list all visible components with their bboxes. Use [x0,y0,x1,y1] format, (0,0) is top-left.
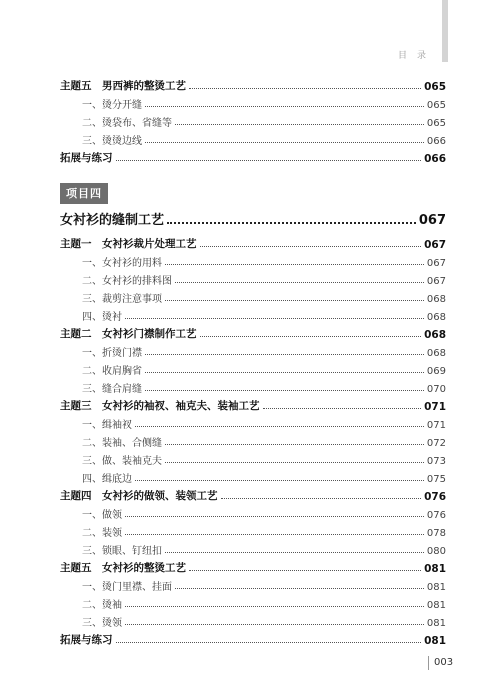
dot-leader [200,246,422,247]
toc-entry-label: 二、收肩胸省 [82,366,142,377]
dot-leader [125,606,424,607]
toc-sub-row[interactable] [82,254,446,269]
dot-leader [116,642,422,643]
dot-leader [175,124,424,125]
toc-theme-row[interactable] [60,78,446,93]
toc-entry-label: 四、烫衬 [82,312,122,323]
toc-page-number: 072 [426,438,446,449]
dot-leader [125,624,424,625]
toc-theme-row[interactable] [60,398,446,413]
toc-page-number: 076 [426,510,446,521]
toc-entry-label: 主题五 女衬衫的整烫工艺 [60,562,186,574]
toc-entry-label: 拓展与练习 [60,634,113,646]
footer-divider [428,656,429,670]
toc-page-number: 080 [426,546,446,557]
toc-entry-label: 一、女衬衫的用料 [82,258,162,269]
toc-entry-label: 一、烫分开缝 [82,100,142,111]
toc-sub-row[interactable] [82,416,446,431]
toc-page-number: 081 [426,618,446,629]
toc-page-number: 069 [426,366,446,377]
toc-page-number: 065 [424,81,446,93]
toc-entry-label: 二、装袖、合侧缝 [82,438,162,449]
toc-entry-label: 主题五 男西裤的整烫工艺 [60,80,186,92]
toc-entry-label: 一、做领 [82,510,122,521]
toc-entry-label: 三、裁剪注意事项 [82,294,162,305]
dot-leader [189,88,421,89]
toc-sub-row[interactable] [82,578,446,593]
toc-page-number: 067 [426,276,446,287]
dot-leader [167,222,416,224]
toc-entry-label: 主题四 女衬衫的做领、装领工艺 [60,490,218,502]
dot-leader [189,570,421,571]
toc-page-number: 067 [418,213,446,228]
dot-leader [145,106,424,107]
toc-sub-row[interactable] [82,614,446,629]
dot-leader [125,516,424,517]
toc-entry-label: 拓展与练习 [60,152,113,164]
toc-page-number: 068 [424,329,446,341]
dot-leader [135,480,424,481]
toc-entry-label: 四、缉底边 [82,474,132,485]
dot-leader [145,354,424,355]
toc-sub-row[interactable] [82,452,446,467]
dot-leader [165,444,424,445]
corner-decoration-bar [442,0,448,62]
toc-chapter-row[interactable] [60,209,446,228]
dot-leader [145,142,424,143]
toc-entry-label: 三、做、装袖克夫 [82,456,162,467]
dot-leader [116,160,422,161]
toc-sub-row[interactable] [82,542,446,557]
toc-page-number: 067 [426,258,446,269]
toc-entry-label: 主题一 女衬衫裁片处理工艺 [60,238,197,250]
toc-entry-label: 二、装领 [82,528,122,539]
toc-sub-row[interactable] [82,434,446,449]
toc-page-number: 073 [426,456,446,467]
toc-chapter-label: 女衬衫的缝制工艺 [60,213,165,228]
toc-theme-row[interactable] [60,488,446,503]
toc-page-number: 071 [424,401,446,413]
toc-page-number: 070 [426,384,446,395]
toc-sub-row[interactable] [82,380,446,395]
toc-sub-row[interactable] [82,132,446,147]
toc-entry-label: 二、烫袖 [82,600,122,611]
toc-theme-row[interactable] [60,236,446,251]
dot-leader [125,534,424,535]
toc-page-number: 081 [424,563,446,575]
dot-leader [263,408,422,409]
running-head-title: 目录 [397,51,436,61]
toc-sub-row[interactable] [82,524,446,539]
toc-page-number: 068 [426,312,446,323]
dot-leader [165,264,424,265]
dot-leader [165,552,424,553]
toc-entry-label: 一、折烫门襟 [82,348,142,359]
toc-theme-row[interactable] [60,560,446,575]
toc-sub-row[interactable] [82,596,446,611]
toc-entry-label: 二、女衬衫的排料图 [82,276,172,287]
toc-entry-label: 三、锁眼、钉纽扣 [82,546,162,557]
toc-theme-row[interactable] [60,326,446,341]
dot-leader [221,498,422,499]
dot-leader [145,372,424,373]
toc-sub-row[interactable] [82,344,446,359]
toc-page-number: 071 [426,420,446,431]
toc-sub-row[interactable] [82,470,446,485]
dot-leader [125,318,424,319]
toc-sub-row[interactable] [82,506,446,521]
dot-leader [165,462,424,463]
toc-page-number: 066 [424,153,446,165]
toc-entry-label: 一、缉袖衩 [82,420,132,431]
toc-sub-row[interactable] [82,290,446,305]
page-number: 003 [434,657,454,668]
toc-page-number: 078 [426,528,446,539]
toc-sub-row[interactable] [82,362,446,377]
dot-leader [200,336,422,337]
toc-page-number: 075 [426,474,446,485]
toc-entry-label: 主题二 女衬衫门襟制作工艺 [60,328,197,340]
toc-entry-label: 三、烫烫边线 [82,136,142,147]
toc-sub-row[interactable] [82,272,446,287]
toc-sub-row[interactable] [82,96,446,111]
dot-leader [145,390,424,391]
toc-entry-label: 一、烫门里襟、挂面 [82,582,172,593]
toc-page-number: 067 [424,239,446,251]
dot-leader [135,426,424,427]
toc-entry-label: 三、烫领 [82,618,122,629]
toc-page-number: 068 [426,294,446,305]
toc-entry-label: 三、缝合肩缝 [82,384,142,395]
toc-page-number: 066 [426,136,446,147]
dot-leader [175,282,424,283]
toc-theme-row[interactable] [60,632,446,647]
toc-page-number: 068 [426,348,446,359]
dot-leader [165,300,424,301]
toc-entry-label: 二、烫袋布、省缝等 [82,118,172,129]
toc-page-number: 065 [426,118,446,129]
toc-page-number: 076 [424,491,446,503]
toc-theme-row[interactable] [60,150,446,165]
project-tag: 项目四 [60,183,108,204]
toc-page-number: 081 [426,600,446,611]
toc-sub-row[interactable] [82,308,446,323]
toc-sub-row[interactable] [82,114,446,129]
toc-entry-label: 主题三 女衬衫的袖衩、袖克夫、装袖工艺 [60,400,260,412]
toc-page-number: 081 [424,635,446,647]
dot-leader [175,588,424,589]
toc-page-number: 081 [426,582,446,593]
toc-page-number: 065 [426,100,446,111]
